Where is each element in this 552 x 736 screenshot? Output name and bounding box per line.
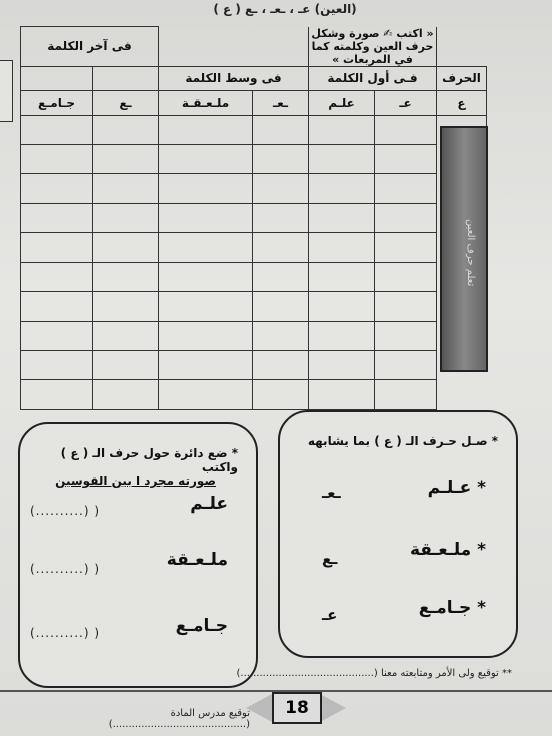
exercise-left-title-2: صورته مجرد ا بين القوسين — [55, 474, 216, 488]
exercise-left-word-1: علـم — [190, 494, 228, 514]
answer-field-2[interactable]: (..........) ) — [30, 562, 101, 576]
practice-row — [21, 321, 487, 350]
example-letter: ع — [437, 90, 487, 115]
header-letter: الحرف — [437, 66, 487, 90]
side-illustration-panel — [440, 126, 488, 372]
match-letter-1[interactable]: ـعـ — [322, 484, 341, 502]
page-number: 18 — [272, 692, 322, 724]
top-line: (العين) عـ ، ـعـ ، ـع ( ع ) — [213, 2, 357, 16]
answer-field-1[interactable]: (..........) ) — [30, 504, 101, 518]
teacher-signature-line[interactable]: توقيع مدرس المادة (..........................................) — [108, 708, 250, 730]
practice-row — [21, 351, 487, 380]
example-end-form: ـع — [93, 90, 159, 115]
practice-row — [21, 115, 487, 144]
example-middle-word: ملـعـقـة — [159, 90, 253, 115]
answer-field-3[interactable]: (..........) ) — [30, 626, 101, 640]
parent-signature-line[interactable]: ** توقيع ولى الأمر ومتابعته معنا (..........................................) — [236, 668, 512, 679]
side-panel-text: تعلم حرف العين — [465, 219, 476, 287]
exercise-right-word-1: * عـلـم — [427, 478, 486, 498]
example-end-word: جـامـع — [21, 90, 93, 115]
example-start-form: عـ — [375, 90, 437, 115]
exercise-left-word-3: جـامـع — [175, 616, 228, 636]
practice-row — [21, 292, 487, 321]
practice-row — [21, 233, 487, 262]
practice-row — [21, 262, 487, 291]
practice-row — [21, 380, 487, 410]
example-start-word: علـم — [309, 90, 375, 115]
match-letter-2[interactable]: ـع — [322, 550, 338, 568]
exercise-right-title: * صـل حـرف الـ ( ع ) بما يشابهه — [307, 434, 498, 448]
exercise-match-letter — [278, 410, 518, 658]
arrow-right-decoration — [320, 694, 346, 722]
practice-row — [21, 174, 487, 203]
header-start-of-word: فـى أول الكلمة — [309, 66, 437, 90]
instruction-cell: « اكتب ✍ صورة وشكل حرف العين وكلمته كما في المربعات » — [309, 27, 437, 67]
example-middle-form: ـعـ — [253, 90, 309, 115]
left-edge-cells — [0, 60, 13, 122]
practice-row — [21, 144, 487, 173]
header-middle-of-word: فى وسط الكلمة — [159, 66, 309, 90]
exercise-left-title-1: * ضع دائرة حول حرف الـ ( ع ) واكتب — [60, 446, 238, 474]
header-end-of-word: فى آخر الكلمة — [21, 27, 159, 67]
letter-grid-table — [20, 26, 487, 410]
exercise-right-word-2: * ملـعـقة — [409, 540, 486, 560]
exercise-circle-letter — [18, 422, 258, 688]
practice-row — [21, 203, 487, 232]
exercise-right-word-3: * جـامـع — [418, 598, 486, 618]
exercise-left-word-2: ملـعـقة — [166, 550, 228, 570]
match-letter-3[interactable]: عـ — [322, 606, 338, 624]
